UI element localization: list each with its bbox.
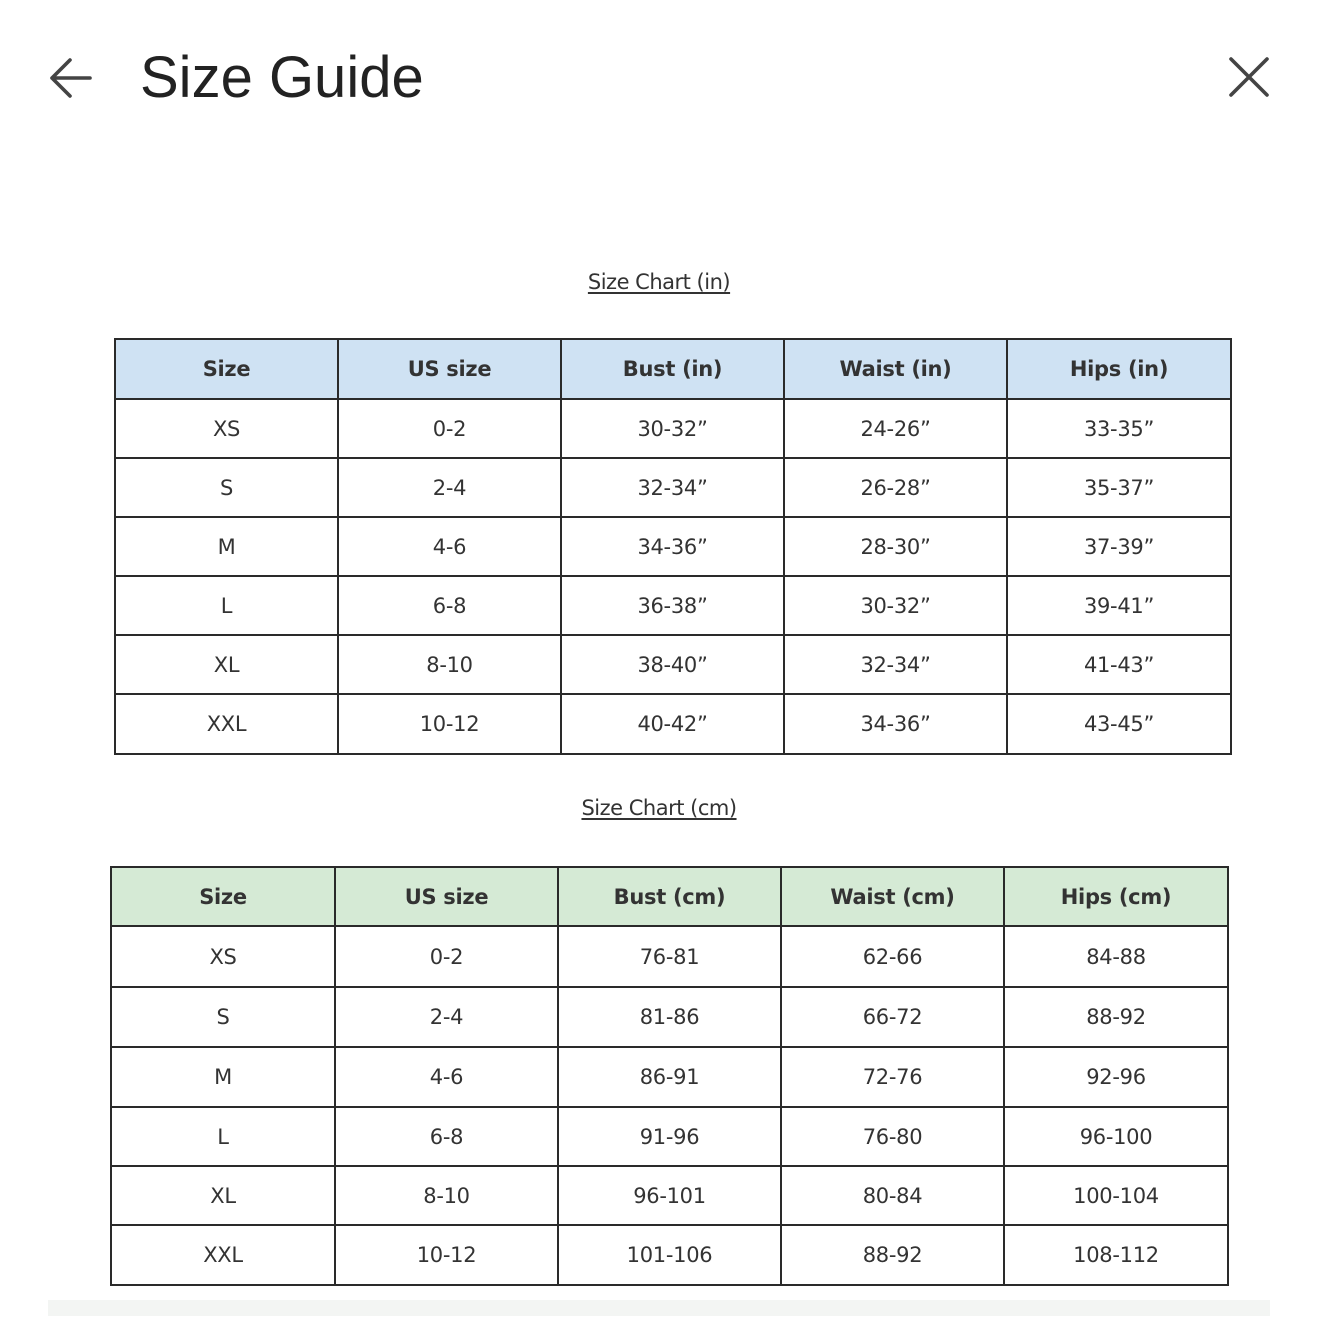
- table-header-row: [111, 867, 1228, 926]
- table-cell: 34-36”: [784, 694, 1007, 754]
- size-chart-inches-table: [114, 338, 1232, 755]
- column-header: Hips (in): [1007, 339, 1231, 399]
- table-cell: 39-41”: [1007, 576, 1231, 635]
- page-title: Size Guide: [140, 45, 424, 110]
- table-row: [115, 458, 1231, 517]
- column-header: Size: [115, 339, 338, 399]
- table-cell: M: [115, 517, 338, 576]
- table-cell: 10-12: [338, 694, 561, 754]
- column-header: Bust (cm): [558, 867, 781, 926]
- table-cell: 24-26”: [784, 399, 1007, 458]
- table-row: [111, 1047, 1228, 1107]
- table-cell: 35-37”: [1007, 458, 1231, 517]
- arrow-left-icon: [44, 52, 96, 104]
- table-row: [115, 517, 1231, 576]
- column-header: Waist (in): [784, 339, 1007, 399]
- table-row: [111, 1166, 1228, 1225]
- table-cell: 28-30”: [784, 517, 1007, 576]
- table-cell: 6-8: [335, 1107, 558, 1166]
- table-cell: 34-36”: [561, 517, 784, 576]
- table-header-row: [115, 339, 1231, 399]
- table-cell: 80-84: [781, 1166, 1004, 1225]
- size-chart-inches-image: [48, 250, 1270, 770]
- table-cell: XS: [111, 926, 335, 987]
- table-cell: 76-81: [558, 926, 781, 987]
- table-cell: 81-86: [558, 987, 781, 1047]
- column-header: Bust (in): [561, 339, 784, 399]
- table-cell: 84-88: [1004, 926, 1228, 987]
- table-cell: 96-100: [1004, 1107, 1228, 1166]
- table-cell: 92-96: [1004, 1047, 1228, 1107]
- image-bottom-edge: [48, 1300, 1270, 1316]
- table-cell: 43-45”: [1007, 694, 1231, 754]
- table-row: [111, 926, 1228, 987]
- table-row: [111, 1225, 1228, 1285]
- table-cell: XL: [115, 635, 338, 694]
- table-cell: 91-96: [558, 1107, 781, 1166]
- column-header: Hips (cm): [1004, 867, 1228, 926]
- table-cell: 37-39”: [1007, 517, 1231, 576]
- table-cell: 100-104: [1004, 1166, 1228, 1225]
- table-cell: 36-38”: [561, 576, 784, 635]
- dialog-header: [0, 0, 1319, 160]
- table-cell: 101-106: [558, 1225, 781, 1285]
- table-cell: M: [111, 1047, 335, 1107]
- table-cell: 8-10: [335, 1166, 558, 1225]
- table-cell: 0-2: [335, 926, 558, 987]
- table-cell: 0-2: [338, 399, 561, 458]
- table-cell: XXL: [115, 694, 338, 754]
- table-row: [111, 987, 1228, 1047]
- table-cell: 88-92: [1004, 987, 1228, 1047]
- table-cell: 96-101: [558, 1166, 781, 1225]
- size-chart-cm-image: [48, 780, 1270, 1300]
- table-cell: 10-12: [335, 1225, 558, 1285]
- table-cell: 66-72: [781, 987, 1004, 1047]
- size-chart-cm-table: [110, 866, 1229, 1286]
- table-cell: XS: [115, 399, 338, 458]
- table-cell: 108-112: [1004, 1225, 1228, 1285]
- table-cell: 4-6: [338, 517, 561, 576]
- table-cell: 62-66: [781, 926, 1004, 987]
- table-cell: 41-43”: [1007, 635, 1231, 694]
- table-cell: 32-34”: [784, 635, 1007, 694]
- size-chart-cm-caption: Size Chart (cm): [581, 796, 737, 820]
- table-cell: S: [111, 987, 335, 1047]
- column-header: Waist (cm): [781, 867, 1004, 926]
- table-cell: 33-35”: [1007, 399, 1231, 458]
- table-row: [115, 635, 1231, 694]
- table-cell: XXL: [111, 1225, 335, 1285]
- table-cell: S: [115, 458, 338, 517]
- table-row: [115, 576, 1231, 635]
- table-cell: 32-34”: [561, 458, 784, 517]
- table-cell: L: [111, 1107, 335, 1166]
- table-cell: 6-8: [338, 576, 561, 635]
- table-cell: 2-4: [335, 987, 558, 1047]
- table-cell: 72-76: [781, 1047, 1004, 1107]
- table-cell: 88-92: [781, 1225, 1004, 1285]
- size-chart-inches-caption: Size Chart (in): [587, 270, 731, 294]
- table-cell: 2-4: [338, 458, 561, 517]
- table-cell: 8-10: [338, 635, 561, 694]
- table-row: [111, 1107, 1228, 1166]
- table-cell: L: [115, 576, 338, 635]
- table-cell: 4-6: [335, 1047, 558, 1107]
- table-cell: 76-80: [781, 1107, 1004, 1166]
- column-header: US size: [338, 339, 561, 399]
- table-cell: XL: [111, 1166, 335, 1225]
- table-row: [115, 694, 1231, 754]
- table-row: [115, 399, 1231, 458]
- table-cell: 26-28”: [784, 458, 1007, 517]
- table-cell: 40-42”: [561, 694, 784, 754]
- table-cell: 38-40”: [561, 635, 784, 694]
- close-icon: [1226, 54, 1272, 100]
- table-cell: 86-91: [558, 1047, 781, 1107]
- table-cell: 30-32”: [561, 399, 784, 458]
- close-button[interactable]: [1218, 46, 1280, 108]
- column-header: Size: [111, 867, 335, 926]
- table-cell: 30-32”: [784, 576, 1007, 635]
- back-button[interactable]: [40, 48, 100, 108]
- column-header: US size: [335, 867, 558, 926]
